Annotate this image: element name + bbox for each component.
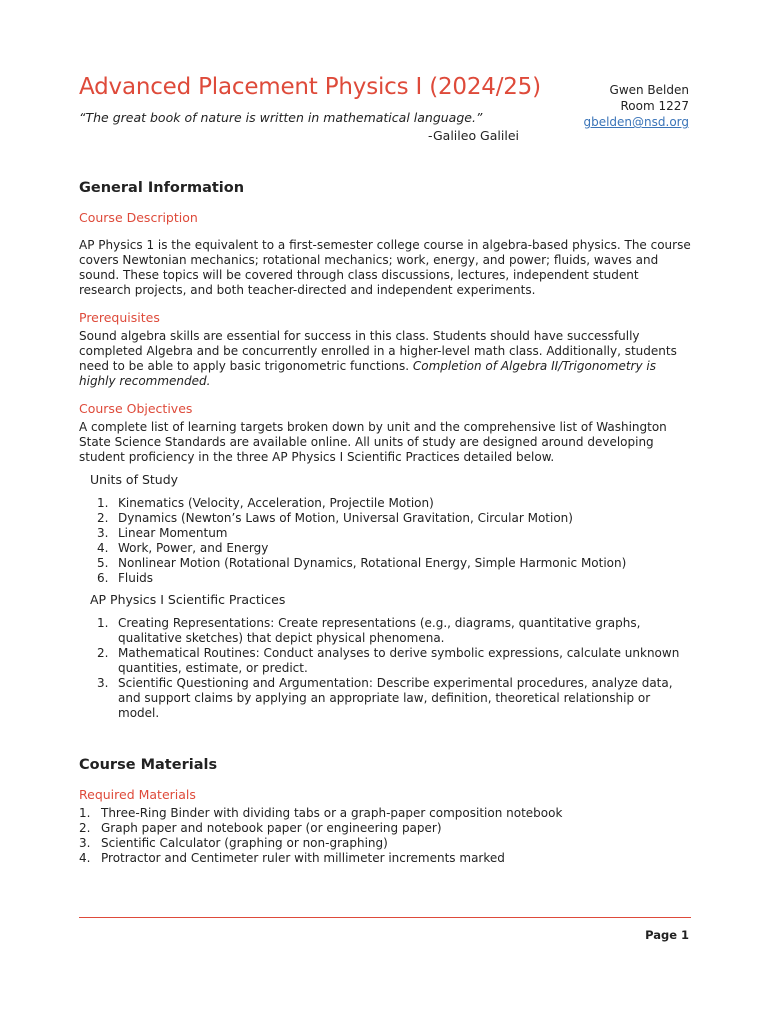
teacher-name: Gwen Belden xyxy=(609,83,689,97)
list-number: 1. xyxy=(97,496,109,510)
unit-item xyxy=(79,541,691,556)
list-item-text: Three-Ring Binder with dividing tabs or a graph-paper composition notebook xyxy=(101,806,563,820)
page-number: Page 1 xyxy=(645,928,689,942)
required-materials-heading: Required Materials xyxy=(79,787,196,802)
list-number: 2. xyxy=(97,646,109,660)
list-number: 3. xyxy=(97,526,109,540)
list-item-text: Protractor and Centimeter ruler with millimeter increments marked xyxy=(101,851,505,865)
list-item-text: Scientific Questioning and Argumentation: Describe experimental procedures, analyze data, and support claims by applying an appropriate law, definition, theoretical relationship or model. xyxy=(118,676,673,720)
course-objectives-heading: Course Objectives xyxy=(79,401,193,416)
list-number: 3. xyxy=(97,676,109,690)
scientific-practices-heading: AP Physics I Scientific Practices xyxy=(90,592,286,607)
material-item xyxy=(79,836,691,851)
list-item-text: Mathematical Routines: Conduct analyses to derive symbolic expressions, calculate unknown quantities, estimate, or predict. xyxy=(118,646,680,675)
list-number: 1. xyxy=(97,616,109,630)
galileo-quote: “The great book of nature is written in mathematical language.” xyxy=(79,110,483,125)
course-description-text: AP Physics 1 is the equivalent to a first-semester college course in algebra-based physics. The course covers Newtonian mechanics; rotational mechanics; work, energy, and power; fluids, waves and sound. These topics will be covered through class discussions, lectures, independent student research projects, and both teacher-directed and independent experiments. xyxy=(79,238,691,297)
list-item-text: Fluids xyxy=(118,571,154,585)
footer-divider xyxy=(79,917,691,918)
practice-item xyxy=(79,676,691,721)
prerequisites-recommendation: Completion of Algebra II/Trigonometry is highly recommended. xyxy=(79,359,656,388)
unit-item xyxy=(79,496,691,511)
list-number: 5. xyxy=(97,556,109,570)
email-link[interactable]: gbelden@nsd.org xyxy=(583,115,689,129)
material-item xyxy=(79,821,691,836)
general-information-heading: General Information xyxy=(79,180,245,196)
quote-author: -Galileo Galilei xyxy=(428,128,519,143)
list-item-text: Creating Representations: Create representations (e.g., diagrams, quantitative graphs, qualitative sketches) that depict physical phenomena. xyxy=(118,616,641,645)
material-item xyxy=(79,851,691,866)
list-item-text: Nonlinear Motion (Rotational Dynamics, Rotational Energy, Simple Harmonic Motion) xyxy=(118,556,627,570)
prerequisites-heading: Prerequisites xyxy=(79,310,160,325)
material-item xyxy=(79,806,691,821)
list-item-text: Graph paper and notebook paper (or engineering paper) xyxy=(101,821,442,835)
list-number: 3. xyxy=(79,836,91,850)
list-number: 4. xyxy=(97,541,109,555)
course-description-heading: Course Description xyxy=(79,210,198,225)
units-of-study-heading: Units of Study xyxy=(90,472,179,487)
unit-item xyxy=(79,556,691,571)
teacher-contact xyxy=(583,82,689,130)
units-of-study-list xyxy=(79,496,691,586)
list-item-text: Dynamics (Newton’s Laws of Motion, Universal Gravitation, Circular Motion) xyxy=(118,511,573,525)
unit-item xyxy=(79,526,691,541)
room-number: Room 1227 xyxy=(620,99,689,113)
course-objectives-text: A complete list of learning targets broken down by unit and the comprehensive list of Washington State Science Standards are available online. All units of study are designed around developing student proficiency in the three AP Physics I Scientific Practices detailed below. xyxy=(79,420,667,464)
prerequisites-text xyxy=(79,329,691,389)
unit-item xyxy=(79,571,691,586)
list-item-text: Work, Power, and Energy xyxy=(118,541,269,555)
page-title: Advanced Placement Physics I (2024/25) xyxy=(79,74,541,100)
unit-item xyxy=(79,511,691,526)
list-item-text: Scientific Calculator (graphing or non-graphing) xyxy=(101,836,388,850)
list-number: 2. xyxy=(79,821,91,835)
list-number: 4. xyxy=(79,851,91,865)
practice-item xyxy=(79,646,691,676)
course-materials-heading: Course Materials xyxy=(79,757,218,773)
scientific-practices-list xyxy=(79,616,691,721)
list-item-text: Linear Momentum xyxy=(118,526,228,540)
list-item-text: Kinematics (Velocity, Acceleration, Projectile Motion) xyxy=(118,496,434,510)
document-body xyxy=(79,172,691,872)
list-number: 1. xyxy=(79,806,91,820)
list-number: 6. xyxy=(97,571,109,585)
practice-item xyxy=(79,616,691,646)
required-materials-list xyxy=(79,806,691,866)
prerequisites-body: Sound algebra skills are essential for success in this class. Students should have successfully completed Algebra and be concurrently enrolled in a higher-level math class. Additionally, students need to be able to apply basic trigonometric functions. xyxy=(79,329,677,373)
list-number: 2. xyxy=(97,511,109,525)
